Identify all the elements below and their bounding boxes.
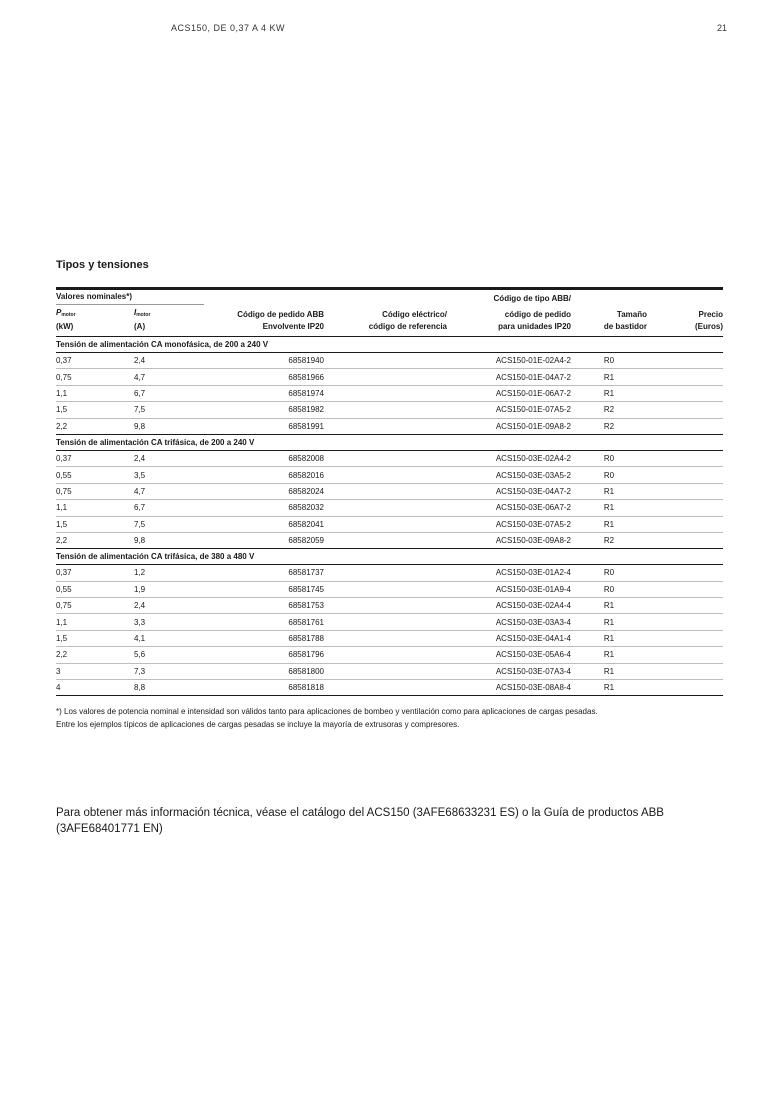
cell-type-code: ACS150-03E-02A4-4 [447, 598, 571, 614]
cell-frame-size: R2 [571, 532, 647, 548]
header-rated-values: Valores nominales*) [56, 290, 204, 305]
cell-price [647, 680, 723, 696]
cell-power: 1,1 [56, 500, 134, 516]
cell-electrical-code [324, 630, 447, 646]
cell-order-code: 68581940 [204, 353, 324, 369]
cell-order-code: 68581761 [204, 614, 324, 630]
cell-current: 7,3 [134, 663, 204, 679]
cell-order-code: 68582008 [204, 450, 324, 466]
cell-electrical-code [324, 516, 447, 532]
cell-type-code: ACS150-03E-04A1-4 [447, 630, 571, 646]
cell-frame-size: R0 [571, 353, 647, 369]
cell-electrical-code [324, 467, 447, 483]
cell-power: 1,5 [56, 630, 134, 646]
supply-voltage-label: Tensión de alimentación CA monofásica, de 200 a 240 V [56, 337, 723, 353]
page-number: 21 [716, 23, 727, 33]
cell-order-code: 68582016 [204, 467, 324, 483]
table-row [56, 630, 723, 646]
cell-type-code: ACS150-01E-07A5-2 [447, 402, 571, 418]
cell-frame-size: R0 [571, 565, 647, 581]
table-row [56, 353, 723, 369]
cell-type-code: ACS150-01E-06A7-2 [447, 385, 571, 401]
table-row [56, 418, 723, 434]
cell-price [647, 630, 723, 646]
header-order-code: Código de pedido ABB Envolvente IP20 [237, 310, 324, 331]
types-table-container [56, 287, 723, 696]
cell-type-code: ACS150-03E-04A7-2 [447, 483, 571, 499]
cell-current: 4,7 [134, 369, 204, 385]
cell-order-code: 68581737 [204, 565, 324, 581]
supply-voltage-label: Tensión de alimentación CA trifásica, de 200 a 240 V [56, 434, 723, 450]
cell-order-code: 68582041 [204, 516, 324, 532]
table-row [56, 614, 723, 630]
cell-type-code: ACS150-01E-04A7-2 [447, 369, 571, 385]
cell-order-code: 68581796 [204, 647, 324, 663]
cell-electrical-code [324, 581, 447, 597]
cell-power: 0,37 [56, 565, 134, 581]
table-row [56, 402, 723, 418]
header-price: Precio (Euros) [695, 310, 723, 331]
cell-power: 2,2 [56, 647, 134, 663]
cell-price [647, 581, 723, 597]
cell-order-code: 68581982 [204, 402, 324, 418]
cell-current: 1,2 [134, 565, 204, 581]
section-title: Tipos y tensiones [56, 259, 149, 271]
table-row [56, 581, 723, 597]
cell-order-code: 68581800 [204, 663, 324, 679]
table-row [56, 565, 723, 581]
cell-frame-size: R0 [571, 581, 647, 597]
document-title: ACS150, DE 0,37 A 4 KW [171, 23, 286, 33]
cell-type-code: ACS150-03E-01A9-4 [447, 581, 571, 597]
cell-current: 2,4 [134, 450, 204, 466]
cell-frame-size: R1 [571, 500, 647, 516]
cell-type-code: ACS150-03E-07A3-4 [447, 663, 571, 679]
cell-order-code: 68581966 [204, 369, 324, 385]
cell-type-code: ACS150-03E-06A7-2 [447, 500, 571, 516]
header-p-motor: $P_{motor}$ (kW) [56, 308, 76, 331]
cell-electrical-code [324, 353, 447, 369]
cell-frame-size: R1 [571, 630, 647, 646]
cell-current: 4,7 [134, 483, 204, 499]
supply-voltage-label: Tensión de alimentación CA trifásica, de 380 a 480 V [56, 549, 723, 565]
cell-order-code: 68581991 [204, 418, 324, 434]
types-table [56, 290, 723, 696]
cell-electrical-code [324, 680, 447, 696]
cell-power: 2,2 [56, 418, 134, 434]
table-group-row [56, 549, 723, 565]
cell-frame-size: R2 [571, 418, 647, 434]
cell-price [647, 369, 723, 385]
table-row [56, 467, 723, 483]
cell-electrical-code [324, 418, 447, 434]
cell-frame-size: R1 [571, 369, 647, 385]
cell-type-code: ACS150-01E-09A8-2 [447, 418, 571, 434]
cell-price [647, 418, 723, 434]
cell-power: 0,37 [56, 450, 134, 466]
cell-type-code: ACS150-01E-02A4-2 [447, 353, 571, 369]
cell-price [647, 516, 723, 532]
cell-price [647, 532, 723, 548]
cell-power: 2,2 [56, 532, 134, 548]
table-row [56, 647, 723, 663]
footnote [56, 706, 598, 731]
cell-current: 2,4 [134, 598, 204, 614]
cell-current: 3,5 [134, 467, 204, 483]
cell-current: 1,9 [134, 581, 204, 597]
cell-price [647, 353, 723, 369]
table-header-row-2 [56, 305, 723, 336]
cell-current: 7,5 [134, 516, 204, 532]
cell-electrical-code [324, 450, 447, 466]
cell-frame-size: R1 [571, 614, 647, 630]
cell-current: 4,1 [134, 630, 204, 646]
cell-frame-size: R1 [571, 516, 647, 532]
cell-frame-size: R0 [571, 450, 647, 466]
cell-current: 5,6 [134, 647, 204, 663]
table-row [56, 663, 723, 679]
cell-electrical-code [324, 614, 447, 630]
cell-price [647, 663, 723, 679]
info-text: Para obtener más información técnica, véase el catálogo del ACS150 (3AFE68633231 ES) o la Guía de productos ABB (3AFE68401771 EN) [56, 807, 664, 835]
cell-electrical-code [324, 565, 447, 581]
cell-frame-size: R1 [571, 483, 647, 499]
cell-type-code: ACS150-03E-07A5-2 [447, 516, 571, 532]
cell-price [647, 614, 723, 630]
cell-power: 0,75 [56, 483, 134, 499]
header-type-code: código de pedido para unidades IP20 [498, 310, 571, 331]
cell-power: 1,1 [56, 385, 134, 401]
cell-price [647, 467, 723, 483]
cell-current: 9,8 [134, 418, 204, 434]
cell-frame-size: R1 [571, 647, 647, 663]
cell-type-code: ACS150-03E-08A8-4 [447, 680, 571, 696]
header-electrical-code: Código eléctrico/ código de referencia [368, 310, 447, 331]
footnote-line-1: *) Los valores de potencia nominal e intensidad son válidos tanto para aplicaciones de bombeo y ventilación como para aplicaciones de cargas pesadas. [56, 707, 598, 716]
cell-type-code: ACS150-03E-03A5-2 [447, 467, 571, 483]
cell-electrical-code [324, 647, 447, 663]
cell-price [647, 483, 723, 499]
cell-current: 6,7 [134, 500, 204, 516]
cell-power: 3 [56, 663, 134, 679]
cell-electrical-code [324, 598, 447, 614]
table-group-row [56, 434, 723, 450]
table-row [56, 385, 723, 401]
cell-current: 6,7 [134, 385, 204, 401]
cell-current: 3,3 [134, 614, 204, 630]
cell-price [647, 565, 723, 581]
cell-electrical-code [324, 663, 447, 679]
cell-power: 4 [56, 680, 134, 696]
cell-order-code: 68581788 [204, 630, 324, 646]
cell-power: 0,75 [56, 598, 134, 614]
cell-price [647, 402, 723, 418]
table-row [56, 680, 723, 696]
cell-order-code: 68581974 [204, 385, 324, 401]
cell-electrical-code [324, 369, 447, 385]
cell-frame-size: R1 [571, 663, 647, 679]
cell-power: 0,37 [56, 353, 134, 369]
cell-power: 0,55 [56, 467, 134, 483]
table-row [56, 500, 723, 516]
cell-price [647, 500, 723, 516]
cell-type-code: ACS150-03E-09A8-2 [447, 532, 571, 548]
table-row [56, 483, 723, 499]
cell-current: 9,8 [134, 532, 204, 548]
cell-frame-size: R2 [571, 402, 647, 418]
cell-current: 2,4 [134, 353, 204, 369]
cell-price [647, 598, 723, 614]
cell-order-code: 68581818 [204, 680, 324, 696]
cell-type-code: ACS150-03E-02A4-2 [447, 450, 571, 466]
cell-type-code: ACS150-03E-01A2-4 [447, 565, 571, 581]
table-row [56, 450, 723, 466]
cell-electrical-code [324, 532, 447, 548]
cell-order-code: 68582032 [204, 500, 324, 516]
cell-power: 0,55 [56, 581, 134, 597]
cell-frame-size: R1 [571, 680, 647, 696]
cell-power: 1,5 [56, 402, 134, 418]
cell-price [647, 647, 723, 663]
cell-price [647, 385, 723, 401]
cell-power: 0,75 [56, 369, 134, 385]
cell-frame-size: R1 [571, 385, 647, 401]
cell-frame-size: R1 [571, 598, 647, 614]
cell-power: 1,5 [56, 516, 134, 532]
cell-order-code: 68581753 [204, 598, 324, 614]
cell-order-code: 68582059 [204, 532, 324, 548]
header-type-code-line1: Código de tipo ABB/ [493, 294, 571, 303]
cell-order-code: 68582024 [204, 483, 324, 499]
cell-current: 7,5 [134, 402, 204, 418]
header-i-motor: $I_{motor}$ (A) [134, 308, 151, 331]
cell-current: 8,8 [134, 680, 204, 696]
header-frame-size: Tamaño de bastidor [603, 310, 647, 331]
table-row [56, 516, 723, 532]
table-row [56, 369, 723, 385]
table-row [56, 598, 723, 614]
cell-electrical-code [324, 483, 447, 499]
cell-frame-size: R0 [571, 467, 647, 483]
table-row [56, 532, 723, 548]
table-group-row [56, 337, 723, 353]
cell-power: 1,1 [56, 614, 134, 630]
cell-electrical-code [324, 500, 447, 516]
cell-order-code: 68581745 [204, 581, 324, 597]
cell-type-code: ACS150-03E-05A6-4 [447, 647, 571, 663]
cell-price [647, 450, 723, 466]
cell-type-code: ACS150-03E-03A3-4 [447, 614, 571, 630]
types-table-body [56, 337, 723, 696]
table-header-row-1 [56, 290, 723, 305]
cell-electrical-code [324, 385, 447, 401]
cell-electrical-code [324, 402, 447, 418]
footnote-line-2: Entre los ejemplos típicos de aplicaciones de cargas pesadas se incluye la mayoría de extrusoras y compresores. [56, 719, 460, 729]
